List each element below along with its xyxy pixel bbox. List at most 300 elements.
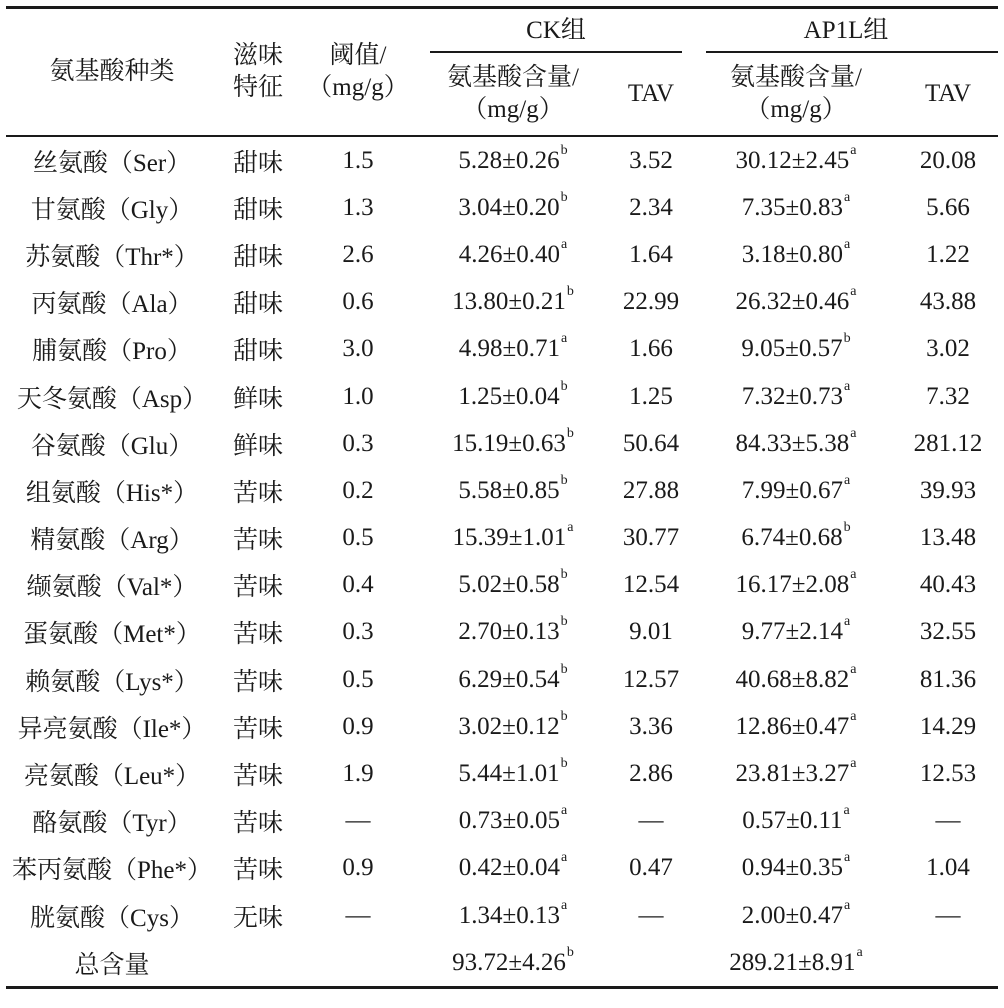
cell-ck-tav — [608, 845, 694, 892]
header-ap1l-content-line1: 氨基酸含量/ — [730, 64, 862, 91]
cell-ck-content-value: 1.25±0.04 — [458, 382, 560, 410]
table-row — [6, 184, 998, 231]
cell-threshold — [298, 279, 418, 326]
header-threshold — [298, 8, 418, 137]
cell-ck-content — [418, 750, 608, 797]
cell-ap1l-content-significance: a — [850, 142, 857, 158]
cell-amino-acid — [6, 703, 218, 750]
cell-ap1l-content-value: 12.86±0.47 — [735, 712, 850, 740]
cell-ck-tav — [608, 231, 694, 278]
cell-ap1l-content-significance: a — [850, 756, 857, 772]
header-group-ap1l-rule — [706, 51, 998, 53]
cell-ap1l-content-value: 9.77±2.14 — [741, 618, 844, 646]
amino-acid-table — [6, 6, 998, 989]
cell-amino-acid — [6, 609, 218, 656]
cell-taste-value: 鲜味 — [232, 432, 283, 460]
cell-taste — [218, 703, 298, 750]
cell-ck-content-significance: b — [560, 756, 568, 772]
cell-ap1l-content-value: 3.18±0.80 — [741, 240, 844, 268]
table-row — [6, 562, 998, 609]
cell-ck-tav — [608, 656, 694, 703]
header-ck-content-line1: 氨基酸含量/ — [447, 64, 579, 91]
cell-ck-tav — [608, 750, 694, 797]
cell-ck-content-value: 4.98±0.71 — [458, 335, 560, 363]
cell-taste — [218, 279, 298, 326]
cell-ck-tav-value: 3.36 — [629, 712, 673, 740]
cell-ap1l-content-significance: a — [843, 803, 850, 819]
cell-ck-tav — [608, 798, 694, 845]
cell-ck-content-value: 5.02±0.58 — [458, 571, 560, 599]
amino-acid-table-container — [6, 6, 998, 989]
table-row — [6, 798, 998, 845]
cell-threshold — [298, 750, 418, 797]
cell-ap1l-content-value: 84.33±5.38 — [735, 429, 850, 457]
cell-ck-content-value: 6.29±0.54 — [458, 665, 560, 693]
cell-threshold-value: 0.9 — [342, 712, 374, 740]
cell-ck-content — [418, 326, 608, 373]
cell-ck-tav — [608, 515, 694, 562]
cell-ap1l-tav-value: 7.32 — [926, 382, 970, 410]
cell-taste — [218, 231, 298, 278]
cell-ck-content-significance: b — [560, 472, 568, 488]
cell-ck-content-value: 5.58±0.85 — [458, 476, 560, 504]
cell-threshold-value: 0.3 — [342, 618, 374, 646]
cell-amino-acid — [6, 326, 218, 373]
cell-threshold — [298, 420, 418, 467]
cell-ap1l-content-significance: a — [844, 189, 851, 205]
cell-threshold-value: 2.6 — [342, 240, 374, 268]
cell-ck-tav — [608, 609, 694, 656]
cell-ap1l-content-value: 7.35±0.83 — [741, 193, 844, 221]
cell-ap1l-content — [694, 467, 898, 514]
cell-ap1l-content — [694, 656, 898, 703]
cell-ck-content-value: 5.28±0.26 — [458, 146, 560, 174]
cell-taste — [218, 750, 298, 797]
cell-ap1l-content-value: 9.05±0.57 — [741, 335, 843, 363]
cell-amino-acid — [6, 420, 218, 467]
cell-ap1l-content-value: 7.32±0.73 — [741, 382, 844, 410]
cell-threshold-value: 0.9 — [342, 854, 374, 882]
table-row — [6, 656, 998, 703]
cell-ap1l-tav-value: 14.29 — [919, 712, 977, 740]
cell-ck-tav — [608, 420, 694, 467]
cell-amino-acid — [6, 184, 218, 231]
cell-ap1l-tav — [898, 845, 998, 892]
table-header — [6, 8, 998, 137]
cell-taste — [218, 136, 298, 184]
table-row — [6, 326, 998, 373]
cell-ap1l-content-significance: a — [844, 897, 851, 913]
cell-ap1l-tav-value: — — [935, 901, 961, 929]
cell-ap1l-tav-value: 13.48 — [919, 524, 977, 552]
cell-ap1l-content — [694, 939, 898, 988]
cell-ap1l-tav — [898, 750, 998, 797]
cell-ck-content-value: 2.70±0.13 — [458, 618, 560, 646]
cell-taste-value: 苦味 — [232, 574, 283, 602]
cell-taste-value: 甜味 — [232, 338, 283, 366]
header-ap1l-content — [694, 53, 898, 136]
cell-ap1l-tav — [898, 420, 998, 467]
header-threshold-line1: 阈值/ — [329, 42, 387, 69]
cell-ap1l-content-significance: a — [844, 850, 851, 866]
cell-ap1l-tav — [898, 562, 998, 609]
header-ap1l-content-line2: （mg/g） — [745, 96, 847, 123]
cell-ap1l-tav — [898, 656, 998, 703]
cell-amino-acid-value: 脯氨酸（Pro） — [32, 338, 192, 366]
header-ck-content — [418, 53, 608, 136]
cell-ap1l-content — [694, 515, 898, 562]
cell-taste — [218, 420, 298, 467]
cell-taste-value: 苦味 — [232, 527, 283, 555]
cell-ap1l-content — [694, 892, 898, 939]
table-row — [6, 703, 998, 750]
cell-ck-tav-value: 1.64 — [629, 240, 673, 268]
cell-threshold — [298, 798, 418, 845]
cell-threshold-value: — — [345, 901, 371, 929]
cell-amino-acid — [6, 231, 218, 278]
cell-ap1l-content — [694, 279, 898, 326]
cell-amino-acid — [6, 562, 218, 609]
table-row — [6, 136, 998, 184]
cell-ap1l-content — [694, 798, 898, 845]
cell-threshold-value: 1.3 — [342, 193, 374, 221]
cell-taste — [218, 892, 298, 939]
cell-ck-content-significance: b — [566, 944, 574, 960]
header-group-ap1l-label: AP1L组 — [803, 17, 889, 44]
cell-ap1l-content — [694, 609, 898, 656]
cell-ap1l-content-value: 7.99±0.67 — [741, 476, 844, 504]
cell-ck-content — [418, 467, 608, 514]
cell-amino-acid — [6, 279, 218, 326]
cell-ap1l-content — [694, 373, 898, 420]
cell-amino-acid-value: 精氨酸（Arg） — [30, 527, 194, 555]
header-taste-line1: 滋味 — [232, 42, 283, 69]
cell-ck-tav-value: 2.86 — [629, 760, 673, 788]
cell-amino-acid-value: 天冬氨酸（Asp） — [16, 385, 208, 413]
cell-ck-content — [418, 656, 608, 703]
cell-amino-acid-value: 酪氨酸（Tyr） — [32, 810, 192, 838]
cell-ap1l-tav-value: — — [935, 807, 961, 835]
cell-ck-content — [418, 609, 608, 656]
cell-ck-content-significance: b — [560, 378, 568, 394]
cell-ap1l-content-significance: a — [856, 944, 863, 960]
cell-ap1l-content-significance: a — [844, 378, 851, 394]
cell-ck-content-significance: b — [560, 142, 568, 158]
cell-amino-acid — [6, 892, 218, 939]
cell-ap1l-tav-value: 1.22 — [926, 240, 970, 268]
cell-ck-content — [418, 184, 608, 231]
cell-threshold — [298, 609, 418, 656]
cell-ck-content-significance: a — [561, 850, 568, 866]
cell-ap1l-content-value: 2.00±0.47 — [741, 901, 844, 929]
cell-amino-acid-value: 组氨酸（His*） — [25, 479, 199, 507]
cell-ck-tav — [608, 703, 694, 750]
cell-ap1l-tav-value: 5.66 — [926, 193, 970, 221]
cell-ap1l-tav-value: 20.08 — [919, 146, 977, 174]
table-row — [6, 609, 998, 656]
cell-ck-tav-value: 50.64 — [622, 429, 680, 457]
cell-ap1l-content-significance: a — [850, 567, 857, 583]
cell-ck-tav-value: 1.25 — [629, 382, 673, 410]
cell-amino-acid-value: 总含量 — [74, 951, 150, 979]
cell-ap1l-content-value: 40.68±8.82 — [735, 665, 850, 693]
cell-ap1l-tav-value: 81.36 — [919, 665, 977, 693]
cell-taste-value: 苦味 — [232, 479, 283, 507]
cell-taste — [218, 656, 298, 703]
cell-threshold-value: 0.2 — [342, 476, 374, 504]
cell-ap1l-content — [694, 326, 898, 373]
cell-ck-content-value: 93.72±4.26 — [452, 948, 566, 976]
cell-amino-acid — [6, 373, 218, 420]
cell-ap1l-content-value: 289.21±8.91 — [729, 948, 856, 976]
cell-ap1l-tav-value: 1.04 — [926, 854, 970, 882]
cell-threshold — [298, 845, 418, 892]
cell-ap1l-tav — [898, 373, 998, 420]
header-group-ck — [418, 8, 694, 54]
cell-ap1l-tav — [898, 279, 998, 326]
cell-ck-tav-value: — — [638, 807, 664, 835]
table-row — [6, 845, 998, 892]
cell-ck-content — [418, 231, 608, 278]
cell-threshold — [298, 136, 418, 184]
cell-taste-value: 鲜味 — [232, 385, 283, 413]
table-row — [6, 467, 998, 514]
cell-threshold-value: 0.5 — [342, 524, 374, 552]
cell-amino-acid — [6, 750, 218, 797]
cell-ck-content — [418, 845, 608, 892]
cell-ck-content — [418, 562, 608, 609]
cell-ap1l-tav — [898, 515, 998, 562]
cell-ck-tav — [608, 939, 694, 988]
cell-amino-acid — [6, 656, 218, 703]
cell-ap1l-tav — [898, 892, 998, 939]
header-group-ck-label: CK组 — [526, 17, 586, 44]
cell-amino-acid — [6, 136, 218, 184]
cell-taste-value: 苦味 — [232, 857, 283, 885]
cell-threshold-value: 0.3 — [342, 429, 374, 457]
cell-ck-content-significance: b — [560, 567, 568, 583]
cell-amino-acid-value: 赖氨酸（Lys*） — [25, 668, 199, 696]
cell-amino-acid — [6, 515, 218, 562]
cell-ck-content — [418, 515, 608, 562]
cell-taste — [218, 939, 298, 988]
cell-ck-tav — [608, 326, 694, 373]
table-row — [6, 420, 998, 467]
cell-ap1l-tav-value: 281.12 — [913, 429, 983, 457]
cell-amino-acid-value: 异亮氨酸（Ile*） — [17, 715, 207, 743]
table-row — [6, 892, 998, 939]
cell-ap1l-content-significance: a — [844, 236, 851, 252]
cell-ap1l-tav-value: 43.88 — [919, 288, 977, 316]
cell-taste — [218, 467, 298, 514]
cell-threshold — [298, 892, 418, 939]
cell-ap1l-content — [694, 184, 898, 231]
header-threshold-line2: （mg/g） — [307, 74, 409, 101]
header-group-ap1l — [694, 8, 998, 54]
cell-amino-acid-value: 蛋氨酸（Met*） — [23, 621, 201, 649]
cell-ck-tav-value: 1.66 — [629, 335, 673, 363]
cell-amino-acid-value: 苯丙氨酸（Phe*） — [11, 857, 212, 885]
cell-amino-acid — [6, 939, 218, 988]
cell-ap1l-content — [694, 562, 898, 609]
cell-taste — [218, 562, 298, 609]
cell-threshold-value: 3.0 — [342, 335, 374, 363]
cell-ck-content-value: 4.26±0.40 — [458, 240, 560, 268]
cell-amino-acid-value: 甘氨酸（Gly） — [30, 196, 194, 224]
cell-threshold-value: 0.5 — [342, 665, 374, 693]
cell-ck-tav — [608, 562, 694, 609]
cell-ck-content-significance: b — [560, 614, 568, 630]
cell-ck-content — [418, 798, 608, 845]
cell-ck-tav-value: 30.77 — [622, 524, 680, 552]
cell-ck-content-significance: b — [560, 708, 568, 724]
cell-ap1l-content — [694, 136, 898, 184]
cell-ck-content-value: 5.44±1.01 — [458, 760, 560, 788]
cell-ap1l-tav — [898, 231, 998, 278]
cell-ck-content-significance: a — [561, 236, 568, 252]
cell-ck-tav — [608, 279, 694, 326]
cell-ap1l-content-significance: a — [850, 284, 857, 300]
table-row — [6, 231, 998, 278]
header-taste — [218, 8, 298, 137]
cell-threshold-value: — — [345, 807, 371, 835]
cell-ap1l-tav-value: 32.55 — [919, 618, 977, 646]
cell-taste-value: 苦味 — [232, 715, 283, 743]
cell-ck-tav-value: 12.57 — [622, 665, 680, 693]
cell-ck-tav-value: — — [638, 901, 664, 929]
cell-ck-content — [418, 136, 608, 184]
cell-threshold — [298, 184, 418, 231]
cell-taste-value: 苦味 — [232, 668, 283, 696]
cell-ck-content — [418, 939, 608, 988]
cell-ap1l-tav-value: 39.93 — [919, 476, 977, 504]
cell-ap1l-content — [694, 703, 898, 750]
table-row-total — [6, 939, 998, 988]
header-taste-line2: 特征 — [232, 74, 283, 101]
cell-ck-tav-value: 0.47 — [629, 854, 673, 882]
cell-taste-value: 甜味 — [232, 291, 283, 319]
cell-ck-content-significance: a — [561, 331, 568, 347]
cell-ap1l-tav-value: 12.53 — [919, 760, 977, 788]
cell-amino-acid-value: 缬氨酸（Val*） — [26, 574, 198, 602]
header-ck-tav-label: TAV — [627, 80, 675, 107]
cell-threshold — [298, 703, 418, 750]
table-body — [6, 136, 998, 988]
cell-ap1l-content — [694, 845, 898, 892]
cell-ap1l-tav — [898, 939, 998, 988]
cell-threshold-value: 0.4 — [342, 571, 374, 599]
cell-ap1l-tav — [898, 184, 998, 231]
cell-ck-content-value: 0.73±0.05 — [458, 807, 560, 835]
cell-ap1l-tav — [898, 609, 998, 656]
cell-ap1l-content-value: 16.17±2.08 — [735, 571, 850, 599]
cell-threshold — [298, 231, 418, 278]
cell-ck-content — [418, 373, 608, 420]
header-ck-content-line2: （mg/g） — [462, 96, 564, 123]
cell-threshold — [298, 939, 418, 988]
cell-ap1l-content-value: 6.74±0.68 — [741, 524, 843, 552]
cell-ck-content-value: 15.39±1.01 — [452, 524, 567, 552]
cell-ck-content-significance: a — [561, 897, 568, 913]
cell-ap1l-content-value: 23.81±3.27 — [735, 760, 850, 788]
cell-taste — [218, 609, 298, 656]
cell-ck-tav-value: 22.99 — [622, 288, 680, 316]
cell-amino-acid-value: 丝氨酸（Ser） — [32, 149, 192, 177]
table-row — [6, 750, 998, 797]
cell-amino-acid-value: 亮氨酸（Leu*） — [23, 763, 201, 791]
header-group-ck-rule — [430, 51, 682, 53]
cell-taste-value: 苦味 — [232, 810, 283, 838]
cell-ck-tav — [608, 467, 694, 514]
cell-amino-acid-value: 谷氨酸（Glu） — [30, 432, 194, 460]
cell-amino-acid-value: 胱氨酸（Cys） — [30, 904, 194, 932]
cell-ck-content-significance: b — [560, 189, 568, 205]
cell-threshold-value: 1.0 — [342, 382, 374, 410]
header-ap1l-tav — [898, 53, 998, 136]
cell-ap1l-content-value: 30.12±2.45 — [735, 146, 850, 174]
cell-ap1l-content-significance: a — [850, 708, 857, 724]
cell-threshold — [298, 467, 418, 514]
cell-threshold-value: 1.5 — [342, 146, 374, 174]
cell-taste-value: 甜味 — [232, 149, 283, 177]
cell-taste-value: 甜味 — [232, 196, 283, 224]
cell-ck-content-significance: b — [566, 284, 574, 300]
cell-taste-value: 苦味 — [232, 763, 283, 791]
cell-ck-content-significance: a — [561, 803, 568, 819]
cell-ck-content-significance: b — [560, 661, 568, 677]
cell-ap1l-content-significance: a — [850, 425, 857, 441]
cell-threshold — [298, 562, 418, 609]
cell-ap1l-content-value: 26.32±0.46 — [735, 288, 850, 316]
cell-ap1l-tav — [898, 703, 998, 750]
cell-ck-content-value: 13.80±0.21 — [452, 288, 566, 316]
cell-threshold-value: 1.9 — [342, 760, 374, 788]
header-ck-tav — [608, 53, 694, 136]
cell-ap1l-content-significance: a — [844, 614, 851, 630]
table-row — [6, 515, 998, 562]
cell-ap1l-content-value: 0.94±0.35 — [741, 854, 844, 882]
cell-ck-content — [418, 420, 608, 467]
cell-ck-tav — [608, 892, 694, 939]
cell-amino-acid-value: 丙氨酸（Ala） — [31, 291, 193, 319]
cell-threshold-value: 0.6 — [342, 288, 374, 316]
cell-ck-tav — [608, 373, 694, 420]
cell-ap1l-content — [694, 420, 898, 467]
cell-ap1l-content-significance: b — [843, 520, 851, 536]
header-amino-acid-label: 氨基酸种类 — [49, 58, 175, 85]
table-row — [6, 373, 998, 420]
cell-amino-acid — [6, 467, 218, 514]
cell-ck-content-value: 0.42±0.04 — [458, 854, 560, 882]
cell-amino-acid — [6, 845, 218, 892]
cell-ap1l-tav — [898, 467, 998, 514]
cell-ap1l-content — [694, 750, 898, 797]
cell-threshold — [298, 656, 418, 703]
cell-taste — [218, 184, 298, 231]
cell-ap1l-tav — [898, 326, 998, 373]
cell-ck-tav-value: 3.52 — [629, 146, 673, 174]
cell-threshold — [298, 326, 418, 373]
cell-taste — [218, 515, 298, 562]
cell-ap1l-content — [694, 231, 898, 278]
cell-taste — [218, 373, 298, 420]
cell-taste-value: 无味 — [232, 904, 283, 932]
cell-ck-content-significance: b — [566, 425, 574, 441]
cell-amino-acid-value: 苏氨酸（Thr*） — [25, 243, 199, 271]
cell-taste — [218, 798, 298, 845]
cell-ck-content-value: 3.02±0.12 — [458, 712, 560, 740]
cell-ck-content-significance: a — [567, 520, 574, 536]
